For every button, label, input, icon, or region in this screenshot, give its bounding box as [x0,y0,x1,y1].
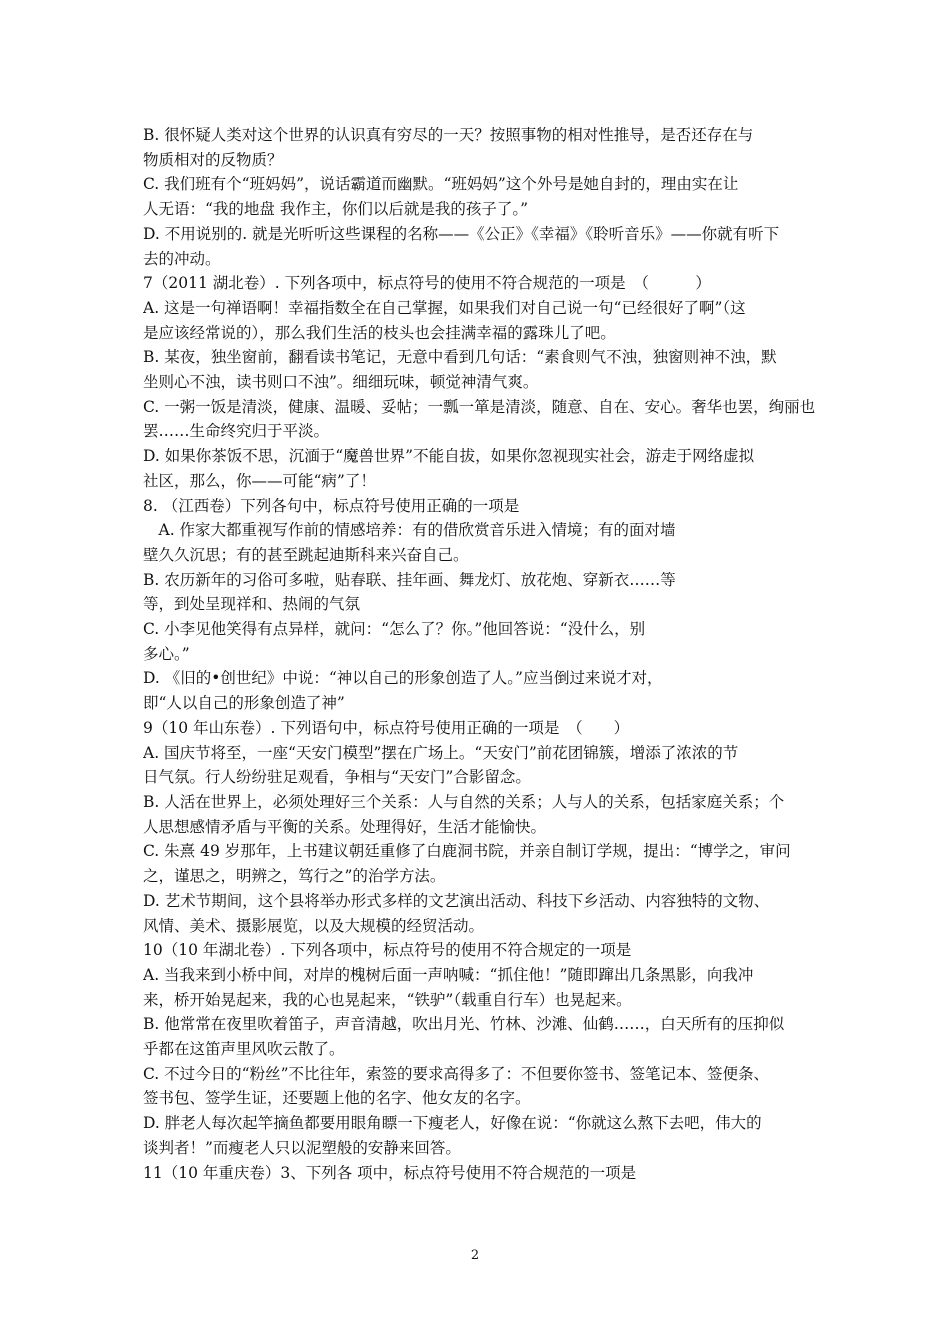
text-line: B. 人活在世界上，必须处理好三个关系：人与自然的关系；人与人的关系，包括家庭关系；个 [143,792,785,811]
text-line: 即“人以自己的形象创造了神” [143,694,345,713]
text-line: 多心。” [143,644,190,663]
text-line: 日气氛。行人纷纷驻足观看，争相与“天安门”合影留念。 [143,768,531,787]
question-text-block [143,123,815,1185]
text-line: 罢……生命终究归于平淡。 [143,422,330,441]
text-line: 去的冲动。 [143,249,221,268]
text-line: D. 如果你茶饭不思，沉湎于“魔兽世界”不能自拔，如果你忽视现实社会，游走于网络虚拟 [143,447,755,466]
text-line: 之，谨思之，明辨之，笃行之”的治学方法。 [143,867,446,886]
text-line: B. 他常常在夜里吹着笛子，声音清越，吹出月光、竹林、沙滩、仙鹤……，白天所有的压抑似 [143,1015,785,1034]
text-line: 9（10 年山东卷）. 下列语句中，标点符号使用正确的一项是 （ ） [143,718,630,737]
text-line: D. 胖老人每次起竿摘鱼都要用眼角瞟一下瘦老人，好像在说：“你就这么熬下去吧，伟大的 [143,1114,762,1133]
text-line: D. 不用说别的. 就是光听听这些课程的名称——《公正》《幸福》《聆听音乐》——你就有听下 [143,224,780,243]
text-line: 8. （江西卷）下列各句中，标点符号使用正确的一项是 [143,496,520,515]
text-line: 风情、美术、摄影展览，以及大规模的经贸活动。 [143,916,485,935]
text-line: D. 艺术节期间，这个县将举办形式多样的文艺演出活动、科技下乡活动、内容独特的文物、 [143,891,770,910]
text-line: 是应该经常说的），那么我们生活的枝头也会挂满幸福的露珠儿了吧。 [143,323,616,342]
text-line: 签书包、签学生证，还要题上他的名字、他女友的名字。 [143,1089,531,1108]
text-line: 等，到处呈现祥和、热闹的气氛 [143,595,361,614]
text-line: C. 一粥一饭是清淡，健康、温暖、妥帖；一瓢一箪是清淡，随意、自在、安心。奢华也罢，绚丽也 [143,397,815,416]
text-line: 坐则心不浊，读书则口不浊”。细细玩味，顿觉神清气爽。 [143,373,539,392]
text-line: 7（2011 湖北卷）. 下列各项中，标点符号的使用不符合规范的一项是 （ ） [143,274,711,293]
text-line: 10（10 年湖北卷）. 下列各项中，标点符号的使用不符合规定的一项是 [143,941,632,960]
text-line: 物质相对的反物质？ [143,150,283,169]
text-line: 乎都在这笛声里风吹云散了。 [143,1040,345,1059]
text-line: A. 国庆节将至，一座“天安门模型”摆在广场上。“天安门”前花团锦簇，增添了浓浓的节 [143,743,739,762]
text-line: B. 农历新年的习俗可多啦，贴春联、挂年画、舞龙灯、放花炮、穿新衣……等 [143,570,676,589]
text-line: A. 作家大都重视写作前的情感培养：有的借欣赏音乐进入情境；有的面对墙 [143,521,676,540]
text-line: 来，桥开始晃起来，我的心也晃起来，“铁驴”（载重自行车）也晃起来。 [143,990,632,1009]
text-line: B. 某夜，独坐窗前，翻看读书笔记，无意中看到几句话：“素食则气不浊，独窗则神不浊，默 [143,348,777,367]
page-number: 2 [470,1248,480,1263]
text-line: C. 我们班有个“班妈妈”，说话霸道而幽默。“班妈妈”这个外号是她自封的，理由实在让 [143,175,739,194]
text-line: 社区，那么，你——可能“病”了！ [143,471,376,490]
text-line: 壁久久沉思；有的甚至跳起迪斯科来兴奋自己。 [143,545,469,564]
text-line: A. 当我来到小桥中间，对岸的槐树后面一声呐喊：“抓住他！”随即蹿出几条黑影，向我冲 [143,965,754,984]
text-line: C. 朱熹 49 岁那年，上书建议朝廷重修了白鹿洞书院，并亲自制订学规，提出：“博学之，审问 [143,842,791,861]
text-line: D. 《旧的•创世纪》中说：“神以自己的形象创造了人。”应当倒过来说才对， [143,669,663,688]
text-line: 11（10 年重庆卷）3、下列各 项中，标点符号使用不符合规范的一项是 [143,1163,637,1182]
text-line: A. 这是一句禅语啊！幸福指数全在自己掌握，如果我们对自己说一句“已经很好了啊”（这 [143,298,746,317]
text-line: B. 很怀疑人类对这个世界的认识真有穷尽的一天？按照事物的相对性推导，是否还存在与 [143,126,754,144]
text-line: C. 不过今日的“粉丝”不比往年，索签的要求高得多了：不但要你签书、签笔记本、签便条、 [143,1064,770,1083]
text-line: 人无语：“我的地盘 我作主，你们以后就是我的孩子了。” [143,200,529,219]
text-line: C. 小李见他笑得有点异样，就问：“怎么了？你。”他回答说：“没什么，别 [143,620,646,639]
text-line: 人思想感情矛盾与平衡的关系。处理得好，生活才能愉快。 [143,817,547,836]
text-line: 谈判者！”而瘦老人只以泥塑般的安静来回答。 [143,1138,461,1157]
